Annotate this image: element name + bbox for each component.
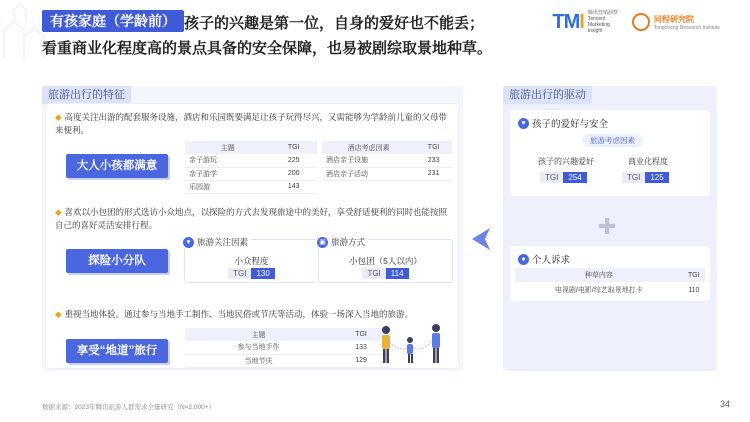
theme-tgi-table-1 <box>185 141 317 194</box>
badge-authentic-travel: 享受“地道”旅行 <box>66 339 168 363</box>
travel-focus-header: ♥ 旅游关注因素 <box>183 236 251 248</box>
table-row: 亲子游学 200 <box>185 167 317 180</box>
section1-text: ◆ 高度关注出游的配套服务设施，酒店和乐园既要满足让孩子玩得尽兴，又需能够为学龄前儿童的父母带来便利。 <box>55 112 448 135</box>
tongcheng-logo-icon <box>632 13 650 31</box>
drivers-panel-title: 旅游出行的驱动 <box>503 86 592 104</box>
bullet-diamond-icon: ◆ <box>55 112 62 122</box>
table-header: TGI <box>683 268 705 282</box>
heart-icon: ♥ <box>183 237 194 248</box>
table-row: 当地节庆 129 <box>185 354 390 367</box>
table-header: 主题 <box>185 328 332 341</box>
table-row: 电视剧/电影/综艺取景地打卡 110 <box>554 286 700 294</box>
table-row: 酒店亲子活动 231 <box>322 167 452 180</box>
travel-mode-value: 小包团（5人以内） <box>349 256 422 266</box>
characteristics-panel-title: 旅游出行的特征 <box>42 86 131 104</box>
table-header: 种草内容 <box>515 268 683 282</box>
table-row: 亲子游玩 225 <box>185 154 317 167</box>
travel-factor-pill: 旅游考虑因素 <box>582 134 643 147</box>
table-row: 参与当地手作 133 <box>185 341 390 354</box>
table-header: TGI <box>415 141 452 154</box>
plus-icon: ✚ <box>598 214 617 239</box>
local-experience-table <box>185 328 390 368</box>
commercialization-tgi: TGI 125 <box>622 172 669 183</box>
family-illustration-icon <box>368 318 456 368</box>
badge-both-satisfied: 大人小孩都满意 <box>66 154 168 178</box>
travel-mode-box <box>318 239 453 283</box>
car-icon: ▣ <box>317 237 328 248</box>
audience-tag: 有孩家庭（学龄前） <box>42 10 184 32</box>
heart-icon: ♥ <box>518 118 529 129</box>
child-interest-tgi: TGI 254 <box>540 172 587 183</box>
section2-text: ◆ 喜欢以小包团的形式选访小众地点，以探险的方式去发现旅途中的美好，享受舒适便利的同时也能按照自己的喜好灵活安排行程。 <box>55 207 448 230</box>
section3-text: ◆ 重视当地体验。通过参与当地手工制作、当地民俗或节庆等活动，体验一场深入当地的旅游。 <box>55 309 414 319</box>
travel-mode-header: ▣ 旅游方式 <box>317 236 368 248</box>
headline-line-1: 孩子的兴趣是第一位，自身的爱好也不能丢； <box>184 15 485 32</box>
tongcheng-logo <box>632 13 720 31</box>
personal-appeal-table <box>515 268 705 298</box>
child-interest-safety-header: ♥ 孩子的爱好与安全 <box>518 116 608 130</box>
personal-appeal-header: ● 个人诉求 <box>518 252 570 266</box>
bullet-diamond-icon: ◆ <box>55 309 62 319</box>
bullet-diamond-icon: ◆ <box>55 207 62 217</box>
tmi-logo <box>552 10 621 34</box>
travel-mode-tgi: TGI 114 <box>319 268 452 279</box>
commercialization-label: 商业化程度 <box>628 157 668 166</box>
travel-focus-box <box>184 239 319 283</box>
child-interest-label: 孩子的兴趣爱好 <box>538 157 594 166</box>
travel-focus-tgi: TGI 130 <box>185 268 318 279</box>
table-header: 酒店考虑因素 <box>322 141 415 154</box>
page-number: 34 <box>719 399 730 409</box>
logo-group <box>552 10 720 34</box>
table-row: 乐园游 143 <box>185 180 317 193</box>
tmi-logo-mark: TMI <box>552 10 584 33</box>
child-interest-safety-card <box>510 110 710 196</box>
headline-line-2: 看重商业化程度高的景点具备的安全保障，也易被剧综取景地种草。 <box>42 40 493 57</box>
table-row: 酒店亲子设施 233 <box>322 154 452 167</box>
left-arrow-icon <box>466 224 496 254</box>
tongcheng-logo-name: 同程研究院 <box>653 14 694 24</box>
data-source-note: 数据来源：2023年腾讯旅游人群需求全量研究（N=2,000+） <box>42 404 216 411</box>
table-header: TGI <box>270 141 317 154</box>
person-icon: ● <box>518 254 529 265</box>
table-header: 主题 <box>185 141 270 154</box>
travel-focus-value: 小众程度 <box>234 256 269 266</box>
hotel-tgi-table <box>322 141 452 181</box>
table-header: TGI <box>332 328 390 341</box>
tmi-logo-subtitle: 腾讯营销洞察 Tencent Marketing Insight <box>587 10 618 34</box>
tongcheng-logo-subtitle: Tongcheng Research Institute <box>653 24 720 31</box>
badge-adventure-squad: 探险小分队 <box>66 249 168 273</box>
